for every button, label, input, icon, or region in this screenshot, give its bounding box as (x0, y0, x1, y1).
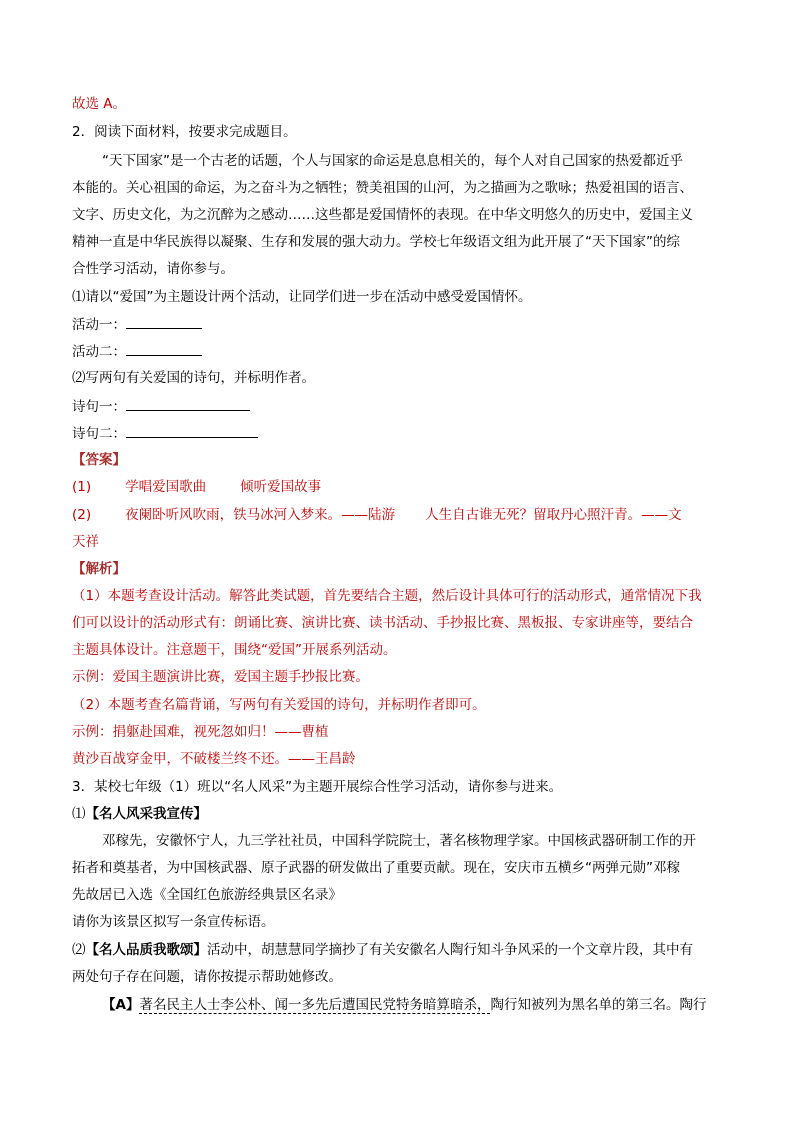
question-2-title: 2．阅读下面材料，按要求完成题目。 (72, 124, 297, 140)
poem-1-label: 诗句一： (72, 399, 126, 415)
passage-a-line (102, 995, 706, 1015)
passage-line: 文字、历史文化，为之沉醉为之感动……这些都是爱国情怀的表现。在中华文明悠久的历史中，爱国主义 (72, 207, 693, 223)
activity-2-blank[interactable] (126, 341, 202, 356)
conclusion-line: 故选 A。 (72, 96, 127, 112)
sub-question-3-2-title: 【名人品质我歌颂】 (85, 942, 207, 958)
answer-1-row (72, 477, 321, 497)
answer-2-a: 夜阑卧听风吹雨，铁马冰河入梦来。——陆游 (125, 507, 396, 523)
analysis-example-3: 黄沙百战穿金甲，不破楼兰终不还。——王昌龄 (72, 751, 356, 767)
answer-tag: 【答案】 (72, 452, 126, 468)
passage-line: 先故居已入选《全国红色旅游经典景区名录》 (72, 887, 342, 903)
activity-1-row (72, 314, 202, 335)
sub-question-3-1-title: 【名人风采我宣传】 (85, 806, 207, 822)
analysis-line: （1）本题考查设计活动。解答此类试题，首先要结合主题，然后设计具体可行的活动形式，通常情况下我 (72, 588, 702, 604)
poem-2-row (72, 423, 258, 444)
answer-1-b: 倾听爱国故事 (240, 479, 322, 495)
activity-1-label: 活动一： (72, 317, 126, 333)
passage-a-tag: 【A】 (102, 997, 140, 1013)
answer-2-number: (2) (72, 507, 92, 523)
answer-1-number: (1) (72, 479, 92, 495)
sub-question-3-2-text: 活动中，胡慧慧同学摘抄了有关安徽名人陶行知斗争风采的一个文章片段，其中有 (207, 942, 693, 958)
passage-a-rest: 陶行知被列为黑名单的第三名。陶行 (490, 997, 707, 1013)
task-line: 请你为该景区拟写一条宣传标语。 (72, 914, 275, 930)
analysis-line: （2）本题考查名篇背诵，写两句有关爱国的诗句，并标明作者即可。 (72, 697, 486, 713)
activity-1-blank[interactable] (126, 314, 202, 329)
sub-question-1: ⑴请以“爱国”为主题设计两个活动，让同学们进一步在活动中感受爱国情怀。 (72, 289, 532, 305)
passage-line: 邓稼先，安徽怀宁人，九三学社社员，中国科学院院士，著名核物理学家。中国核武器研制工作的开 (102, 833, 696, 849)
passage-line: “天下国家”是一个古老的话题，个人与国家的命运是息息相关的，每个人对自己国家的热爱都近乎 (102, 153, 683, 169)
passage-line: 拓者和奠基者，为中国核武器、原子武器的研发做出了重要贡献。现在，安庆市五横乡“两弹元勋”邓稼 (72, 860, 680, 876)
analysis-line: 们可以设计的活动形式有：朗诵比赛、演讲比赛、读书活动、手抄报比赛、黑板报、专家讲座等，要结合 (72, 615, 693, 631)
activity-2-label: 活动二： (72, 344, 126, 360)
sub-question-3-2-cont: 两处句子存在问题，请你按提示帮助她修改。 (72, 969, 342, 985)
analysis-example-2: 示例：捐躯赴国难，视死忽如归！——曹植 (72, 724, 329, 740)
poem-1-row (72, 396, 250, 417)
poem-1-blank[interactable] (126, 396, 250, 411)
sub-question-3-2 (72, 940, 693, 960)
analysis-tag: 【解析】 (72, 561, 126, 577)
analysis-line: 主题具体设计。注意题干，围绕“爱国”开展系列活动。 (72, 642, 397, 658)
sub-question-2: ⑵写两句有关爱国的诗句，并标明作者。 (72, 370, 315, 386)
sub-question-3-2-number: ⑵ (72, 942, 86, 958)
question-3-title: 3．某校七年级（1）班以“名人风采”为主题开展综合性学习活动，请你参与进来。 (72, 779, 563, 795)
passage-line: 精神一直是中华民族得以凝聚、生存和发展的强大动力。学校七年级语文组为此开展了“天下国家”的综 (72, 234, 680, 250)
poem-2-blank[interactable] (126, 423, 258, 438)
answer-2-b: 人生自古谁无死？留取丹心照汗青。——文 (425, 507, 682, 523)
sub-question-3-1 (72, 804, 207, 824)
analysis-example-1: 示例：爱国主题演讲比赛，爱国主题手抄报比赛。 (72, 669, 369, 685)
activity-2-row (72, 341, 202, 362)
poem-2-label: 诗句二： (72, 426, 126, 442)
passage-line: 合性学习活动，请你参与。 (72, 261, 234, 277)
sub-question-3-1-number: ⑴ (72, 806, 86, 822)
answer-2-cont: 天祥 (72, 534, 99, 550)
answer-2-row (72, 505, 682, 525)
passage-line: 本能的。关心祖国的命运，为之奋斗为之牺牲；赞美祖国的山河，为之描画为之歌咏；热爱祖国的语言、 (72, 180, 693, 196)
passage-a-underlined: 著名民主人士李公朴、闻一多先后遭国民党特务暗算暗杀， (139, 997, 491, 1013)
answer-1-a: 学唱爱国歌曲 (125, 479, 207, 495)
